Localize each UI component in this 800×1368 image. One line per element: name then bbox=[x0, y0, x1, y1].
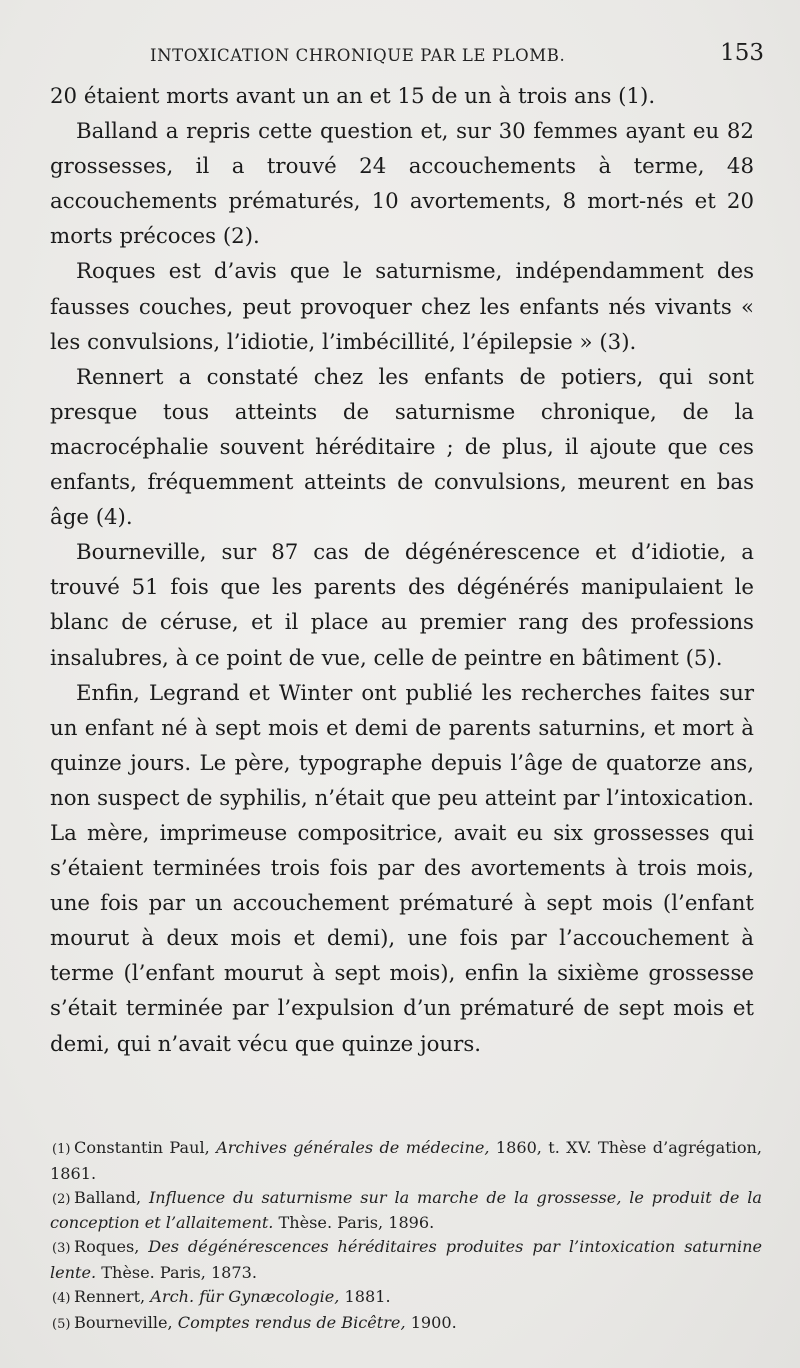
footnote-marker: (2) bbox=[52, 1191, 71, 1207]
footnote-title: Archives générales de médecine, bbox=[216, 1138, 490, 1157]
footnote-marker: (3) bbox=[52, 1241, 71, 1257]
footnote-author: Bourneville, bbox=[74, 1312, 178, 1332]
running-title: INTOXICATION CHRONIQUE PAR LE PLOMB. bbox=[150, 46, 566, 65]
footnote bbox=[50, 1186, 762, 1236]
footnote-author: Constantin Paul, bbox=[74, 1138, 217, 1157]
footnote-author: Rennert, bbox=[74, 1286, 151, 1306]
body-text bbox=[50, 79, 754, 1062]
paragraph: Bourneville, sur 87 cas de dégénérescence et d’idiotie, a trouvé 51 fois que les parents des dégénérés manipulaient le blanc de céruse, et il place au premier rang des professions insalubres, à ce point de vue, celle de peintre en bâtiment (5). bbox=[50, 540, 754, 671]
running-header bbox=[0, 40, 800, 74]
footnote bbox=[50, 1285, 762, 1311]
footnote bbox=[50, 1136, 762, 1186]
paragraph: Enfin, Legrand et Winter ont publié les recherches faites sur un enfant né à sept mois et demi de parents saturnins, et mort à quinze jours. Le père, typographe depuis l’âge de quatorze ans, non suspect de syphilis, n’était que peu atteint par l’intoxication. La mère, imprimeuse compositrice, avait eu six grossesses qui s’étaient terminées trois fois par des avortements à trois mois, une fois par un accouchement prématuré à sept mois (l’enfant mourut à deux mois et demi), une fois par l’accouchement à terme (l’enfant mourut à sept mois), enfin la sixième grossesse s’était terminée par l’expulsion d’un prématuré de sept mois et demi, qui n’avait vécu que quinze jours. bbox=[50, 680, 754, 1057]
footnote-marker: (4) bbox=[52, 1290, 71, 1306]
paragraph: 20 étaient morts avant un an et 15 de un à trois ans (1). bbox=[50, 84, 656, 109]
footnote-details: Thèse. Paris, 1873. bbox=[96, 1262, 258, 1282]
footnote-title: Arch. für Gynæcologie, bbox=[150, 1286, 340, 1306]
paragraph: Rennert a constaté chez les enfants de potiers, qui sont presque tous atteints de saturnisme chronique, de la macrocéphalie souvent héréditaire ; de plus, il ajoute que ces enfants, fréquemment atteints de convulsions, meurent en bas âge (4). bbox=[50, 364, 754, 531]
footnote-marker: (1) bbox=[52, 1142, 71, 1157]
footnote bbox=[50, 1235, 762, 1285]
footnote-details: 1881. bbox=[339, 1286, 391, 1306]
paragraph: Balland a repris cette question et, sur 30 femmes ayant eu 82 grossesses, il a trouvé 24 accouchements à terme, 48 accouchements prématurés, 10 avortements, 8 mort-nés et 20 morts précoces (2). bbox=[50, 119, 754, 250]
footnote-title: Influence du saturnisme sur la marche de la grossesse, le produit de la conception et l’allaitement. bbox=[50, 1187, 762, 1233]
footnotes bbox=[50, 1136, 762, 1336]
footnote-author: Balland, bbox=[74, 1187, 149, 1207]
page-number: 153 bbox=[720, 40, 764, 66]
paragraph: Roques est d’avis que le saturnisme, indépendamment des fausses couches, peut provoquer chez les enfants nés vivants « les convulsions, l’idiotie, l’imbécillité, l’épilepsie » (3). bbox=[50, 259, 754, 355]
footnote-title: Comptes rendus de Bicêtre, bbox=[177, 1312, 406, 1332]
footnote bbox=[50, 1311, 762, 1337]
footnote-details: 1900. bbox=[405, 1312, 457, 1332]
footnote-author: Roques, bbox=[74, 1237, 149, 1257]
footnote-details: 1860, t. XV. Thèse d’agrégation, 1861. bbox=[50, 1138, 762, 1183]
footnote-marker: (5) bbox=[52, 1316, 71, 1332]
footnote-title: Des dégénérescences héréditaires produites par l’intoxication saturnine lente. bbox=[50, 1237, 762, 1282]
footnote-details: Thèse. Paris, 1896. bbox=[273, 1213, 435, 1233]
